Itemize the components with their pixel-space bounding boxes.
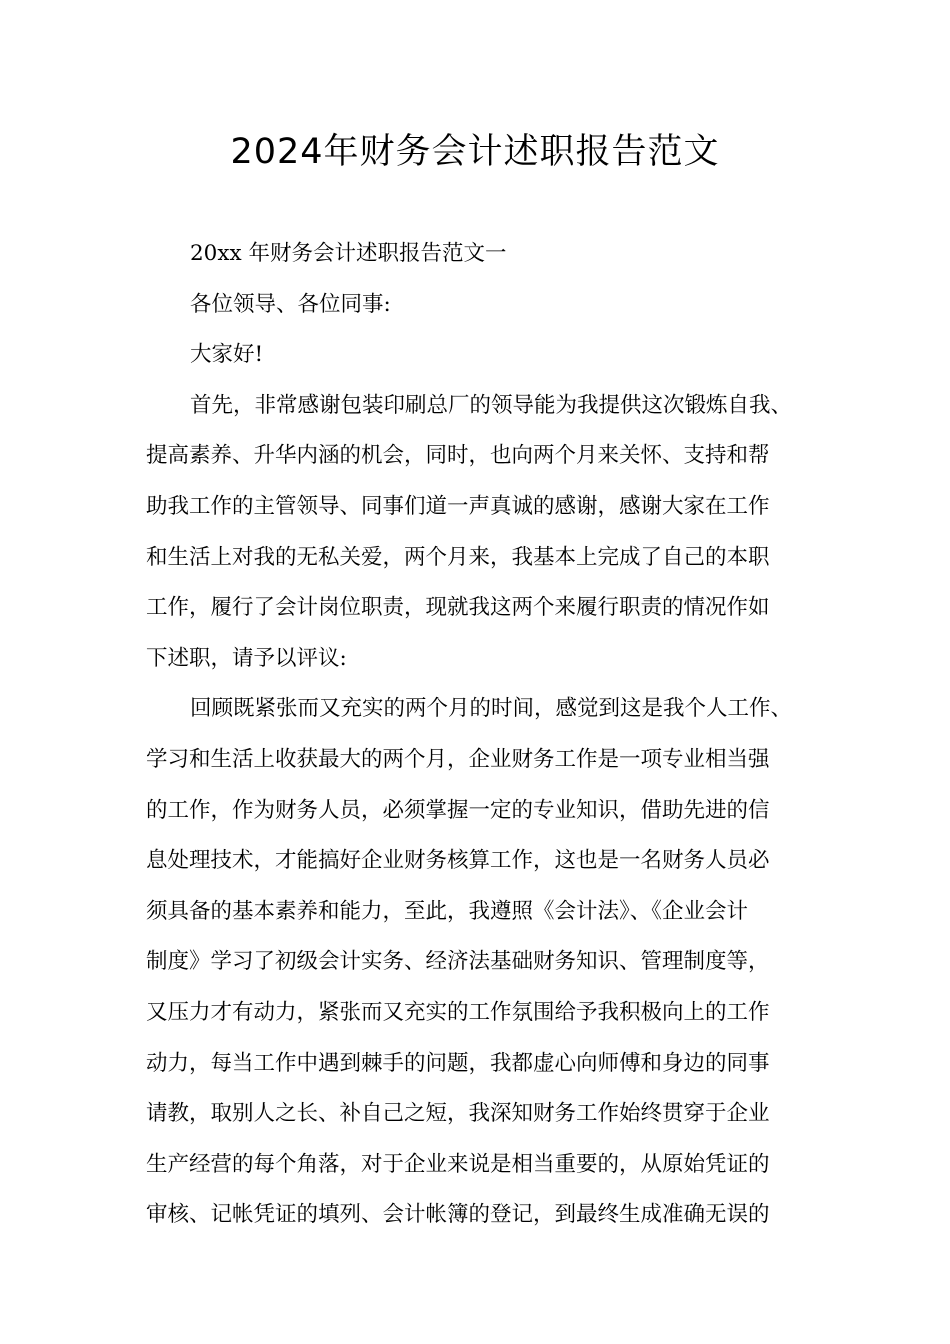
paragraph-line: 动力，每当工作中遇到棘手的问题，我都虚心向师傅和身边的同事 [146,1050,770,1076]
paragraph-line: 生产经营的每个角落，对于企业来说是相当重要的，从原始凭证的 [146,1151,770,1177]
paragraph-line: 的工作，作为财务人员，必须掌握一定的专业知识，借助先进的信 [146,797,770,823]
paragraph-first-line: 各位领导、各位同事: [190,291,391,317]
paragraph-line: 和生活上对我的无私关爱，两个月来，我基本上完成了自己的本职 [146,544,770,570]
paragraph-first-line: 大家好! [190,342,264,368]
paragraph-line: 须具备的基本素养和能力，至此，我遵照《会计法》、《企业会计 [146,898,749,924]
paragraph-line: 审核、记帐凭证的填列、会计帐簿的登记，到最终生成准确无误的 [146,1202,770,1228]
paragraph-line: 下述职，请予以评议: [146,645,347,671]
paragraph-line: 工作，履行了会计岗位职责，现就我这两个来履行职责的情况作如 [146,595,770,621]
paragraph-line: 学习和生活上收获最大的两个月，企业财务工作是一项专业相当强 [146,746,770,772]
paragraph-line: 助我工作的主管领导、同事们道一声真诚的感谢，感谢大家在工作 [146,493,770,519]
paragraph-line: 提高素养、升华内涵的机会，同时，也向两个月来关怀、支持和帮 [146,443,770,469]
paragraph-line: 请教，取别人之长、补自己之短，我深知财务工作始终贯穿于企业 [146,1101,770,1127]
paragraph-first-line: 首先，非常感谢包装印刷总厂的领导能为我提供这次锻炼自我、 [190,392,793,418]
document-title: 2024年财务会计述职报告范文 [230,132,720,172]
paragraph-line: 制度》学习了初级会计实务、经济法基础财务知识、管理制度等， [146,949,770,975]
document-body [146,229,814,1241]
paragraph-line: 又压力才有动力，紧张而又充实的工作氛围给予我积极向上的工作 [146,999,770,1025]
paragraph-line: 息处理技术，才能搞好企业财务核算工作，这也是一名财务人员必 [146,848,770,874]
paragraph-first-line: 20xx 年财务会计述职报告范文一 [190,241,507,266]
paragraph-first-line: 回顾既紧张而又充实的两个月的时间，感觉到这是我个人工作、 [190,696,793,722]
